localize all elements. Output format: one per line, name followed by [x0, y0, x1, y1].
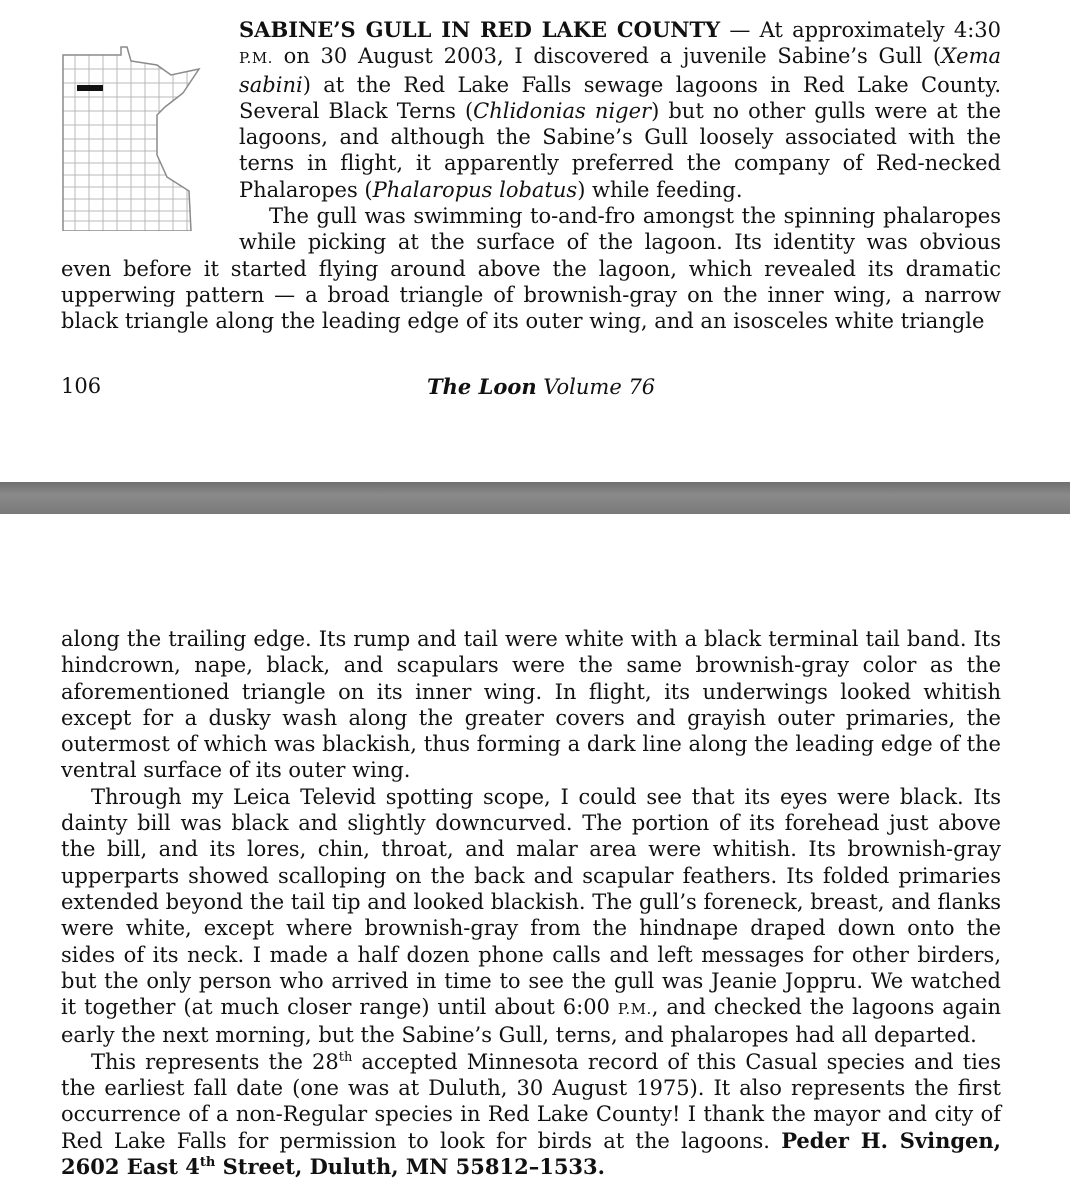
article-headline: SABINE’S GULL IN RED LAKE COUNTY: [239, 17, 721, 42]
page-106: [0, 0, 1070, 482]
page-divider: [0, 482, 1070, 514]
journal-title: The Loon Volume 76: [427, 374, 656, 399]
paragraph-3: Through my Leica Televid spotting scope, I could see that its eyes were black. Its dainty bill was black and slightly downcurved. The portion of its forehead just above the bill, and its lores, chin, throat, and malar area were whitish. Its brownish-gray upperparts showed scalloping on the back and scapular feathers. Its folded primaries extended beyond the tail tip and looked blackish. The gull’s foreneck, breast, and flanks were white, except where brownish-gray from the hindnape draped down onto the sides of its neck. I made a half dozen phone calls and left messages for other birders, but the only person who arrived in time to see the gull was Jeanie Joppru. We watched it together (at much closer range) until about 6:00 P.M., and checked the lagoons again early the next morning, but the Sabine’s Gull, terns, and phalaropes had all departed.: [61, 784, 1002, 1048]
scientific-name: Xema sabini: [239, 44, 1001, 97]
article-text-bottom: [61, 626, 1001, 1180]
page-number: 106: [61, 374, 102, 398]
page-107: [0, 514, 1070, 1200]
scientific-name: Chlidonias niger: [473, 98, 652, 123]
minnesota-county-map-icon: [61, 45, 217, 231]
article-text-top: SABINE’S GULL IN RED LAKE COUNTY — At approximately 4:30 P.M. on 30 August 2003, I discovered a juvenile Sabine’s Gull (Xema sabini) at the Red Lake Falls sewage lagoons in Red Lake County. Several Black Terns (Chlidonias niger) but no other gulls were at the lagoons, and although the Sabine’s Gull loosely associated with the terns in flight, it apparently preferred the company of Red-necked Phalaropes (Phalaropus lobatus) while feeding. The gull was swimming to-and-fro amongst the spinning phalaropes while picking at the surface of the lagoon. Its identity was obvious even before it started flying around above the lagoon, which revealed its dramatic upperwing pattern — a broad triangle of brownish-gray on the inner wing, a narrow black triangle along the leading edge of its outer wing, and an isosceles white triangle: [61, 17, 1002, 334]
paragraph-4: This represents the 28th accepted Minnesota record of this Casual species and ties the earliest fall date (one was at Duluth, 30 August 1975). It also represents the first occurrence of a non-Regular species in Red Lake County! I thank the mayor and city of Red Lake Falls for permission to look for birds at the lagoons. Peder H. Svingen, 2602 East 4th Street, Duluth, MN 55812–1533.: [61, 1049, 1001, 1179]
paragraph-2-continued: along the trailing edge. Its rump and tail were white with a black terminal tail band. Its hindcrown, nape, black, and scapulars were the same brownish-gray color as the aforementioned triangle on its inner wing. In flight, its underwings looked whitish except for a dusky wash along the greater covers and grayish outer primaries, the outermost of which was blackish, thus forming a dark line along the leading edge of the ventral surface of its outer wing.: [61, 627, 1001, 783]
author-signature: Peder H. Svingen, 2602 East 4th Street, Duluth, MN 55812–1533.: [61, 1127, 1001, 1179]
paragraph-2-start: The gull was swimming to-and-fro amongst the spinning phalaropes while picking at the surface of the lagoon. Its identity was obvious even before it started flying around above the lagoon, which revealed its dramatic upperwing pattern — a broad triangle of brownish-gray on the inner wing, a narrow black triangle along the leading edge of its outer wing, and an isosceles white triangle: [61, 204, 1001, 334]
scientific-name: Phalaropus lobatus: [372, 177, 578, 202]
